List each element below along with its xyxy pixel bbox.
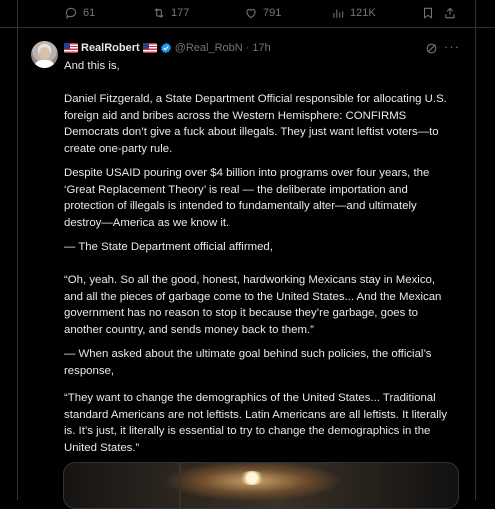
display-name[interactable]: RealRobert	[81, 42, 140, 54]
media-ceiling-light	[239, 471, 265, 485]
like-button[interactable]	[244, 6, 281, 20]
post-paragraph: — When asked about the ultimate goal behind such policies, the official’s response,	[64, 348, 432, 377]
user-handle[interactable]: @Real_RobN	[174, 42, 243, 54]
bookmark-icon	[421, 6, 435, 20]
previous-post-action-bar	[0, 0, 495, 27]
repost-icon	[152, 6, 166, 20]
post-paragraph: “Oh, yeah. So all the good, honest, hardworking Mexicans stay in Mexico, and all the pieces of garbage come to the United States... And the Mexican government has no reason to stop it because they’re garbage, goes to another country, and sends money back to them.”	[64, 274, 442, 336]
left-border	[17, 0, 18, 500]
us-flag-icon	[143, 43, 157, 53]
more-options-button[interactable]: ···	[444, 39, 460, 54]
like-count: 791	[263, 7, 282, 19]
avatar-shirt	[34, 60, 55, 68]
reply-icon	[64, 6, 78, 20]
post-header	[64, 40, 271, 56]
us-flag-icon	[64, 43, 78, 53]
share-icon	[443, 6, 457, 20]
separator-dot: ·	[245, 42, 250, 54]
post-paragraph: Despite USAID pouring over $4 billion into programs over four years, the ‘Great Replacement Theory’ is real — the deliberate importation and protection of illegals is intended to fundamentally alter—and ultimately destroy—America as we know it.	[64, 167, 430, 229]
reply-button[interactable]	[64, 6, 95, 20]
bookmark-button[interactable]	[421, 6, 435, 20]
views-button[interactable]	[331, 6, 376, 20]
post-paragraph: “They want to change the demographics of the United States... Traditional standard Americans are not leftists. Latin Americans are all leftists. It literally is. It’s just, it literally is essential to try to change the demographics in the United States.”	[64, 392, 448, 454]
post-divider	[0, 27, 495, 28]
avatar-face	[39, 47, 50, 60]
post-paragraph: And this is,	[64, 60, 120, 72]
media-door-panel	[124, 463, 181, 508]
post-paragraph: Daniel Fitzgerald, a State Department Official responsible for allocating U.S. foreign aid and bribes across the Western Hemisphere: CONFIRMS Democrats don’t give a fuck about illegals. They just want leftist voters—to create one-party rule.	[64, 93, 447, 155]
repost-button[interactable]	[152, 6, 189, 20]
post-media-image[interactable]	[63, 462, 459, 509]
verified-badge-icon	[160, 42, 172, 54]
views-chart-icon	[331, 6, 345, 20]
repost-count: 177	[171, 7, 190, 19]
post-timestamp[interactable]: 17h	[252, 42, 271, 54]
post-paragraph: — The State Department official affirmed,	[64, 241, 273, 253]
share-button[interactable]	[443, 6, 457, 20]
heart-icon	[244, 6, 258, 20]
right-border	[475, 0, 476, 500]
grok-icon[interactable]	[425, 42, 438, 55]
reply-count: 61	[83, 7, 96, 19]
avatar[interactable]	[31, 41, 58, 68]
views-count: 121K	[350, 7, 376, 19]
